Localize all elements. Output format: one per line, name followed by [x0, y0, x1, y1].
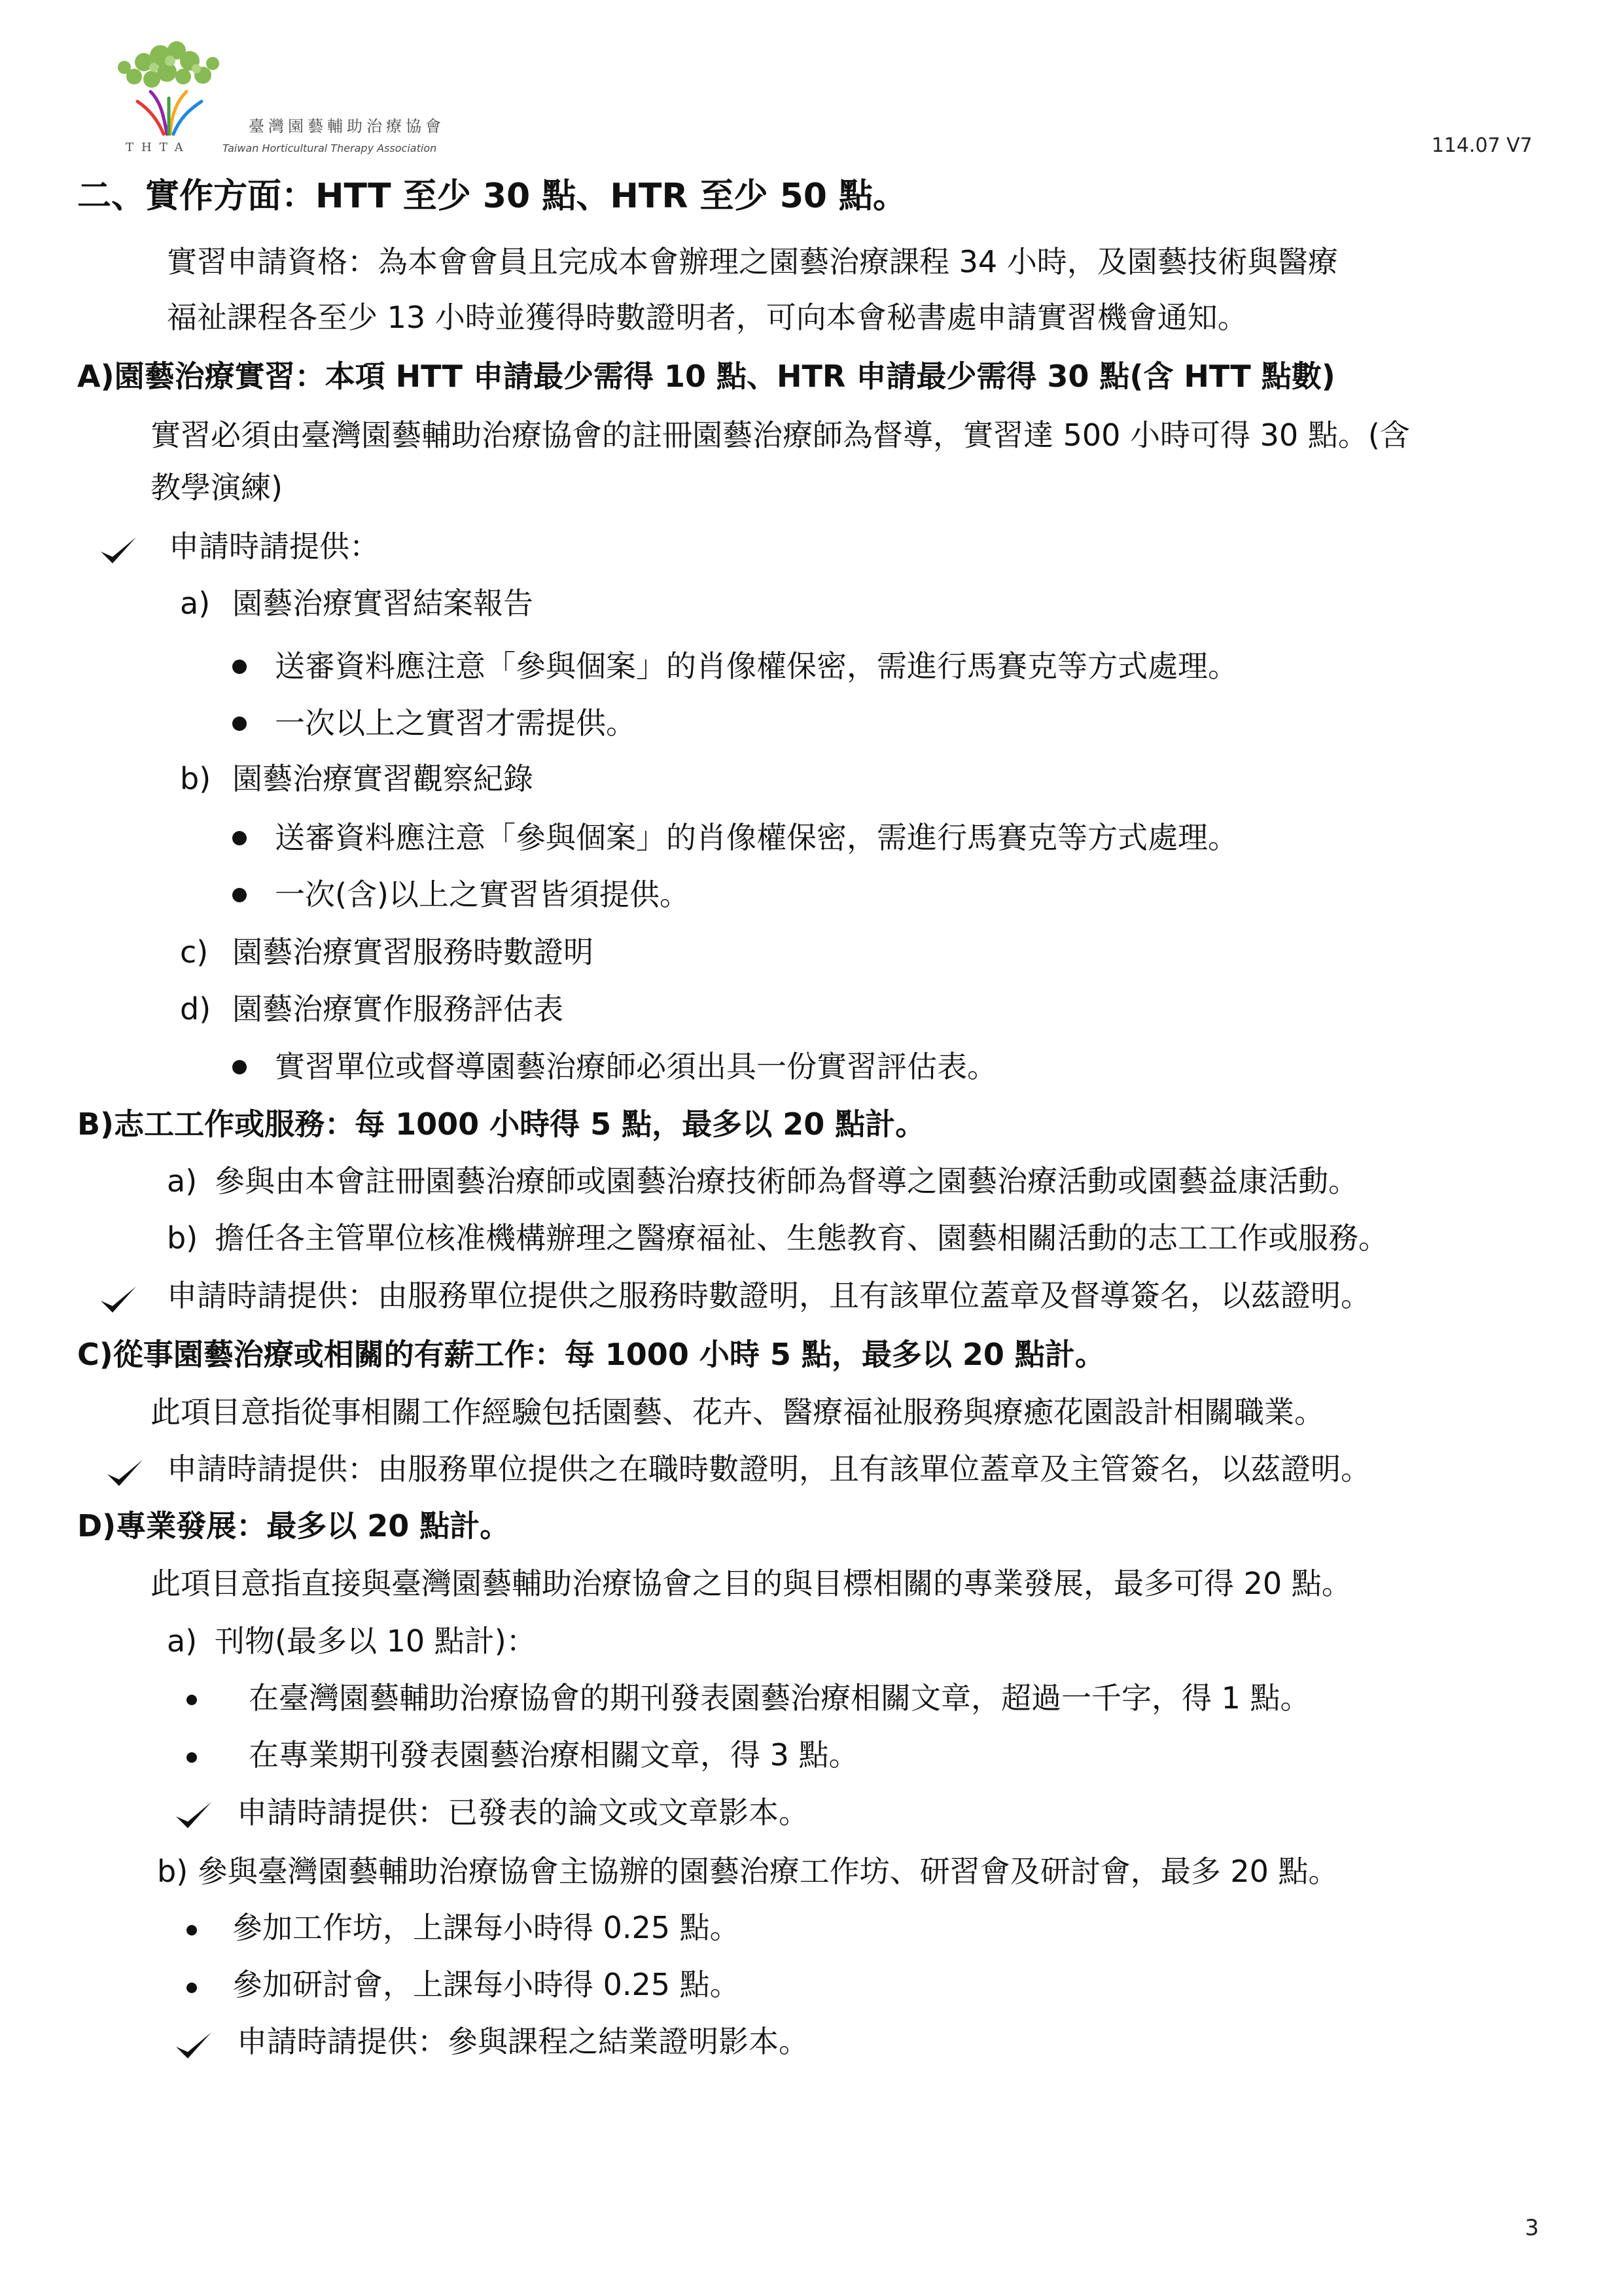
bullet-item: 一次(含)以上之實習皆須提供。: [275, 877, 690, 912]
tree-logo-icon: [98, 36, 242, 147]
list-label: a): [180, 586, 211, 621]
checkmark-icon: [98, 533, 139, 567]
org-logo: [98, 36, 465, 167]
list-label: b): [167, 1220, 198, 1256]
bullet-icon: [186, 1925, 197, 1935]
bullet-item: 參加研討會，上課每小時得 0.25 點。: [232, 1967, 740, 2002]
list-label: d): [180, 991, 211, 1027]
bullet-icon: [232, 716, 247, 731]
list-item: 園藝治療實習觀察紀錄: [232, 761, 533, 796]
bullet-icon: [186, 1695, 197, 1705]
section-d-b-text: b) 參與臺灣園藝輔助治療協會主協辦的園藝治療工作坊、研習會及研討會，最多 20 點。: [157, 1854, 1339, 1889]
section-d-a-apply: 申請時請提供：已發表的論文或文章影本。: [237, 1795, 809, 1830]
org-abbr: THTA: [126, 141, 191, 154]
bullet-icon: [186, 1983, 197, 1993]
list-item: 園藝治療實作服務評估表: [232, 991, 563, 1027]
bullet-icon: [232, 888, 247, 902]
section-c-apply: 申請時請提供：由服務單位提供之在職時數證明，且有該單位蓋章及主管簽名，以茲證明。: [167, 1451, 1371, 1487]
section-d-heading: D)專業發展：最多以 20 點計。: [77, 1508, 510, 1544]
bullet-item: 在專業期刊發表園藝治療相關文章，得 3 點。: [249, 1737, 859, 1773]
org-name-zh: 臺灣園藝輔助治療協會: [249, 117, 445, 135]
bullet-item: 在臺灣園藝輔助治療協會的期刊發表園藝治療相關文章，超過一千字，得 1 點。: [249, 1680, 1311, 1716]
list-label: b): [180, 761, 211, 796]
bullet-icon: [232, 831, 247, 845]
list-label: c): [180, 934, 209, 970]
section-title: 二、實作方面：HTT 至少 30 點、HTR 至少 50 點。: [77, 177, 908, 216]
section-a-desc-1: 實習必須由臺灣園藝輔助治療協會的註冊園藝治療師為督導，實習達 500 小時可得 30 點。(含: [150, 417, 1410, 453]
section-c-heading: C)從事園藝治療或相關的有薪工作：每 1000 小時 5 點，最多以 20 點計。: [77, 1337, 1105, 1372]
page-number: 3: [1525, 2215, 1539, 2241]
list-item: 刊物(最多以 10 點計)：: [215, 1623, 537, 1659]
list-item: 擔任各主管單位核准機構辦理之醫療福祉、生態教育、園藝相關活動的志工工作或服務。: [215, 1220, 1388, 1256]
bullet-icon: [232, 1060, 247, 1074]
checkmark-icon: [173, 1798, 214, 1832]
checkmark-icon: [98, 1282, 139, 1316]
section-c-desc: 此項目意指從事相關工作經驗包括園藝、花卉、醫療福祉服務與療癒花園設計相關職業。: [150, 1394, 1324, 1430]
section-a-heading: A)園藝治療實習：本項 HTT 申請最少需得 10 點、HTR 申請最少需得 30 點(含 HTT 點數): [77, 359, 1335, 394]
list-item: 園藝治療實習結案報告: [232, 586, 533, 621]
section-b-heading: B)志工工作或服務：每 1000 小時得 5 點，最多以 20 點計。: [77, 1106, 926, 1142]
list-label: a): [167, 1163, 198, 1199]
bullet-icon: [186, 1752, 197, 1763]
bullet-item: 送審資料應注意「參與個案」的肖像權保密，需進行馬賽克等方式處理。: [275, 648, 1238, 684]
intro-line-1: 實習申請資格：為本會會員且完成本會辦理之園藝治療課程 34 小時，及園藝技術與醫療: [167, 244, 1338, 279]
checkmark-icon: [105, 1456, 145, 1490]
section-d-desc: 此項目意指直接與臺灣園藝輔助治療協會之目的與目標相關的專業發展，最多可得 20 點。: [150, 1566, 1352, 1601]
bullet-item: 一次以上之實習才需提供。: [275, 705, 636, 741]
section-d-b-apply: 申請時請提供：參與課程之結業證明影本。: [237, 2024, 809, 2059]
org-name-en: Taiwan Horticultural Therapy Association: [222, 142, 437, 154]
section-a-desc-2: 教學演練): [150, 470, 283, 505]
section-a-apply: 申請時請提供：: [169, 529, 380, 564]
bullet-item: 實習單位或督導園藝治療師必須出具一份實習評估表。: [275, 1049, 997, 1084]
list-item: 參與由本會註冊園藝治療師或園藝治療技術師為督導之園藝治療活動或園藝益康活動。: [215, 1163, 1358, 1199]
section-b-apply: 申請時請提供：由服務單位提供之服務時數證明，且有該單位蓋章及督導簽名，以茲證明。: [167, 1278, 1371, 1313]
bullet-item: 參加工作坊，上課每小時得 0.25 點。: [232, 1910, 740, 1945]
bullet-icon: [232, 660, 247, 674]
intro-line-2: 福祉課程各至少 13 小時並獲得時數證明者，可向本會秘書處申請實習機會通知。: [167, 300, 1248, 335]
list-label: a): [167, 1623, 198, 1659]
checkmark-icon: [173, 2028, 214, 2062]
bullet-item: 送審資料應注意「參與個案」的肖像權保密，需進行馬賽克等方式處理。: [275, 820, 1238, 855]
doc-version: 114.07 V7: [1431, 134, 1532, 157]
list-item: 園藝治療實習服務時數證明: [232, 934, 593, 970]
